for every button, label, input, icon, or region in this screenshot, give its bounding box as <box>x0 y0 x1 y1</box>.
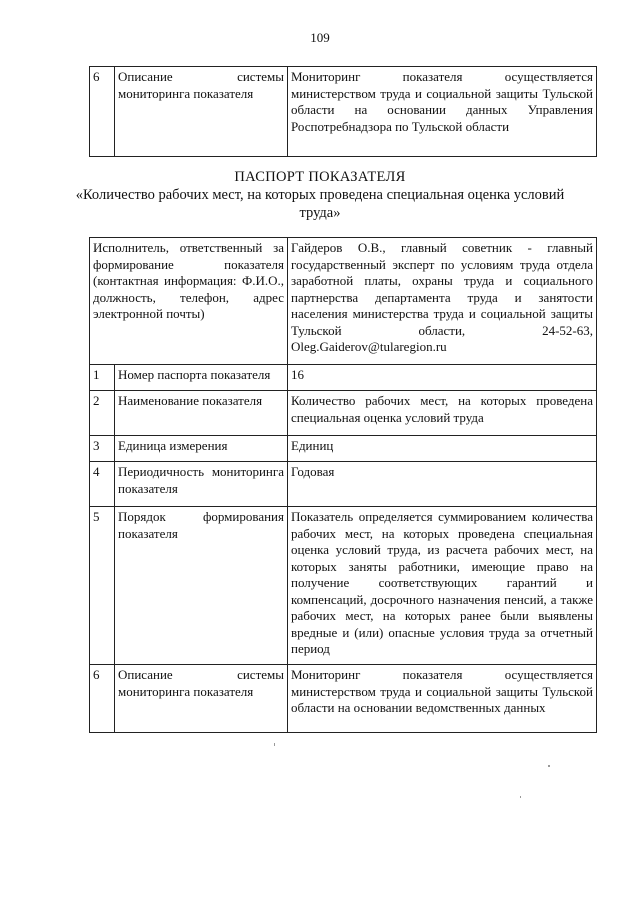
row-value: 16 <box>288 365 597 391</box>
page-number: 109 <box>310 30 330 45</box>
row-value: Показатель определяется суммированием количества рабочих мест, на которых проведена специальная оценка условий труда, из расчета рабочих мест, на которых заняты работники, имеющие право на получение соответствующих гарантий и компенсаций, досрочного назначения пенсий, а также рабочих мест, на которых ранее были выявлены вредные и (или) опасные условия труда за отчетный период <box>288 507 597 665</box>
table-row <box>90 665 597 733</box>
row-value: Мониторинг показателя осуществляется министерством труда и социальной защиты Тульской области на основании данных Управления Роспотребнадзора по Тульской области <box>288 67 597 157</box>
table-row <box>90 436 597 462</box>
scan-speck <box>548 765 550 767</box>
row-number: 4 <box>90 462 115 507</box>
table-row <box>90 391 597 436</box>
table-row <box>90 462 597 507</box>
row-label: Периодичность мониторинга показателя <box>115 462 288 507</box>
scan-speck <box>274 743 275 746</box>
scan-speck <box>520 796 521 798</box>
row-label: Описание системы мониторинга показателя <box>115 665 288 733</box>
row-number: 1 <box>90 365 115 391</box>
passport-title-line2: «Количество рабочих мест, на которых проведена специальная оценка условий труда» <box>75 187 565 221</box>
row-value: Единиц <box>288 436 597 462</box>
row-value: Количество рабочих мест, на которых проведена специальная оценка условий труда <box>288 391 597 436</box>
row-number: 2 <box>90 391 115 436</box>
row-number: 5 <box>90 507 115 665</box>
row-number: 6 <box>90 67 115 157</box>
row-number: 6 <box>90 665 115 733</box>
executor-label: Исполнитель, ответственный за формирование показателя (контактная информация: Ф.И.О., должность, телефон, адрес электронной почты) <box>90 238 288 365</box>
table-row-executor <box>90 238 597 365</box>
row-label: Наименование показателя <box>115 391 288 436</box>
row-label: Номер паспорта показателя <box>115 365 288 391</box>
table-row <box>90 67 597 157</box>
row-label: Порядок формирования показателя <box>115 507 288 665</box>
passport-table <box>89 237 597 733</box>
row-number: 3 <box>90 436 115 462</box>
executor-value: Гайдеров О.В., главный советник - главный государственный эксперт по условиям труда отдела заработной платы, охраны труда и социального партнерства департамента труда и занятости населения министерства труда и социальной защиты Тульской области, 24-52-63, Oleg.Gaiderov@tularegion.ru <box>288 238 597 365</box>
row-label: Описание системы мониторинга показателя <box>115 67 288 157</box>
row-label: Единица измерения <box>115 436 288 462</box>
table-row <box>90 507 597 665</box>
table-row <box>90 365 597 391</box>
passport-title-line1: ПАСПОРТ ПОКАЗАТЕЛЯ <box>234 169 406 185</box>
continued-table <box>89 66 597 157</box>
passport-title <box>60 168 580 222</box>
row-value: Мониторинг показателя осуществляется министерством труда и социальной защиты Тульской области на основании ведомственных данных <box>288 665 597 733</box>
row-value: Годовая <box>288 462 597 507</box>
